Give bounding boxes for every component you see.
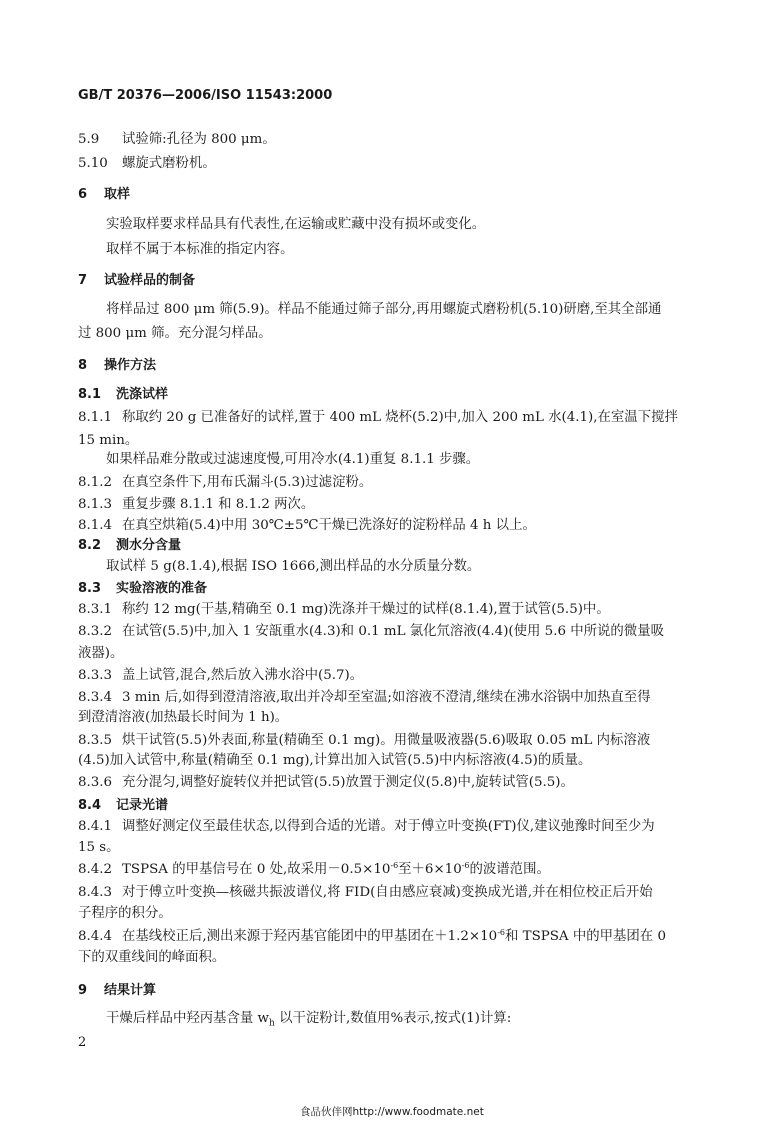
item-5-9: 5.9 试验筛:孔径为 800 μm。 (78, 132, 276, 147)
section-8-4-heading: 8.4 记录光谱 (78, 798, 169, 813)
paragraph: 如果样品难分散或过滤速度慢,可用冷水(4.1)重复 8.1.1 步骤。 (106, 452, 480, 467)
paragraph: 取试样 5 g(8.1.4),根据 ISO 1666,测出样品的水分质量分数。 (106, 559, 481, 574)
item-8-1-3: 8.1.3 重复步骤 8.1.1 和 8.1.2 两次。 (78, 497, 315, 512)
item-5-10: 5.10 螺旋式磨粉机。 (78, 156, 216, 171)
paragraph: 干燥后样品中羟丙基含量 $w_h$ 以干淀粉计,数值用%表示,按式(1)计算: (106, 1011, 512, 1029)
section-8-2-heading: 8.2 测水分含量 (78, 538, 182, 553)
section-8-1-heading: 8.1 洗涤试样 (78, 387, 169, 402)
item-8-4-1: 8.4.1 调整好测定仪至最佳状态,以得到合适的光谱。对于傅立叶变换(FT)仪,建议弛豫时间至少为 (78, 819, 655, 834)
item-8-3-3: 8.3.3 盖上试管,混合,然后放入沸水浴中(5.7)。 (78, 668, 364, 683)
section-8-heading: 8 操作方法 (78, 358, 157, 373)
item-8-3-1: 8.3.1 称约 12 mg(干基,精确至 0.1 mg)洗涤并干燥过的试样(8.1.4),置于试管(5.5)中。 (78, 602, 610, 617)
paragraph: (4.5)加入试管中,称量(精确至 0.1 mg),计算出加入试管(5.5)中内标溶液(4.5)的质量。 (78, 753, 592, 768)
item-8-3-2: 8.3.2 在试管(5.5)中,加入 1 安瓿重水(4.3)和 0.1 mL 氯化氘溶液(4.4)(使用 5.6 中所说的微量吸 (78, 624, 664, 639)
item-8-3-6: 8.3.6 充分混匀,调整好旋转仪并把试管(5.5)放置于测定仪(5.8)中,旋转试管(5.5)。 (78, 775, 574, 790)
item-8-1-1: 8.1.1 称取约 20 g 已准备好的试样,置于 400 mL 烧杯(5.2)中,加入 200 mL 水(4.1),在室温下搅拌 (78, 410, 678, 425)
standard-number: GB/T 20376—2006/ISO 11543:2000 (78, 88, 333, 103)
section-6-heading: 6 取样 (78, 187, 131, 202)
paragraph: 15 s。 (78, 840, 120, 855)
item-8-3-4: 8.3.4 3 min 后,如得到澄清溶液,取出并冷却至室温;如溶液不澄清,继续在沸水浴锅中加热直至得 (78, 690, 651, 705)
paragraph: 过 800 μm 筛。充分混匀样品。 (78, 326, 272, 341)
item-8-1-4: 8.1.4 在真空烘箱(5.4)中用 30℃±5℃干燥已洗涤好的淀粉样品 4 h 以上。 (78, 518, 536, 533)
section-7-heading: 7 试验样品的制备 (78, 273, 196, 288)
item-8-4-2: 8.4.2 TSPSA 的甲基信号在 0 处,故采用$-0.5\times 10^{-6}$至$+6\times 10^{-6}$的波谱范围。 (78, 861, 550, 877)
paragraph: 实验取样要求样品具有代表性,在运输或贮藏中没有损坏或变化。 (106, 217, 486, 232)
footer-watermark: 食品伙伴网http://www.foodmate.net (300, 1106, 484, 1118)
paragraph: 到澄清溶液(加热最长时间为 1 h)。 (78, 710, 289, 725)
item-8-4-4: 8.4.4 在基线校正后,测出来源于羟丙基官能团中的甲基团在$+1.2\times 10^{-6}$和 TSPSA 中的甲基团在 0 (78, 928, 666, 944)
section-8-3-heading: 8.3 实验溶液的准备 (78, 581, 208, 596)
item-8-4-3: 8.4.3 对于傅立叶变换—核磁共振波谱仪,将 FID(自由感应衰减)变换成光谱,并在相位校正后开始 (78, 885, 653, 900)
paragraph: 将样品过 800 μm 筛(5.9)。样品不能通过筛子部分,再用螺旋式磨粉机(5.10)研磨,至其全部通 (106, 302, 662, 317)
paragraph: 15 min。 (78, 433, 139, 448)
paragraph: 下的双重线间的峰面积。 (78, 950, 226, 965)
item-8-3-5: 8.3.5 烘干试管(5.5)外表面,称量(精确至 0.1 mg)。用微量吸液器(5.6)吸取 0.05 mL 内标溶液 (78, 733, 651, 748)
paragraph: 子程序的积分。 (78, 906, 172, 921)
paragraph: 液器)。 (78, 646, 124, 661)
section-9-heading: 9 结果计算 (78, 983, 157, 998)
item-8-1-2: 8.1.2 在真空条件下,用布氏漏斗(5.3)过滤淀粉。 (78, 475, 373, 490)
paragraph: 取样不属于本标准的指定内容。 (106, 242, 294, 257)
page-number: 2 (78, 1035, 87, 1050)
